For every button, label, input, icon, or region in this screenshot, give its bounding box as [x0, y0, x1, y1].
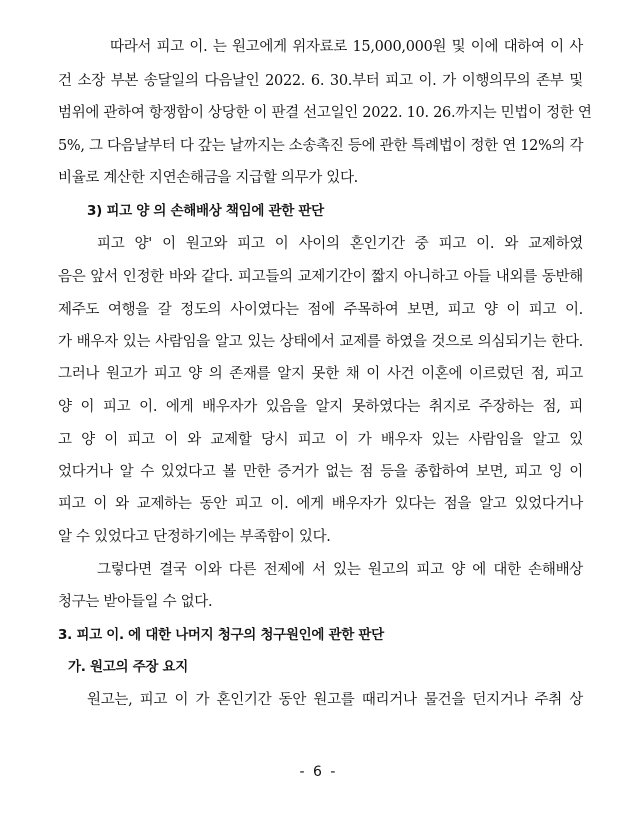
text-line: 5%, 그 다음날부터 다 갚는 날까지는 소송촉진 등에 관한 특례법이 정한 연 12%의 각 — [58, 138, 584, 154]
page-number: - 6 - — [299, 764, 338, 780]
text-line: 비율로 계산한 지연손해금을 지급할 의무가 있다. — [58, 170, 358, 186]
text-line: 그렇다면 결국 이와 다른 전제에 서 있는 원고의 피고 양 에 대한 손해배상 — [97, 562, 583, 578]
text-line: 양 이 피고 이. 에게 배우자가 있음을 알지 못하였다는 취지로 주장하는 점, 피 — [58, 399, 583, 415]
text-line: 따라서 피고 이. 는 원고에게 위자료로 15,000,000원 및 이에 대하여 이 사 — [110, 39, 583, 55]
text-line: 범위에 관하여 항쟁함이 상당한 이 판결 선고일인 2022. 10. 26.까지는 민법이 정한 연 — [58, 105, 592, 121]
text-line: 음은 앞서 인정한 바와 같다. 피고들의 교제기간이 짧지 아니하고 아들 내외를 동반해 — [58, 269, 583, 285]
section-heading: 3) 피고 양 의 손해배상 책임에 관한 판단 — [87, 203, 324, 219]
section-heading: 3. 피고 이. 에 대한 나머지 청구의 청구원인에 관한 판단 — [58, 627, 384, 643]
text-line: 고 양 이 피고 이 와 교제할 당시 피고 이 가 배우자 있는 사람임을 알고 있 — [58, 432, 583, 448]
text-line: 가 배우자 있는 사람임을 알고 있는 상태에서 교제를 하였을 것으로 의심되기는 한다. — [58, 334, 583, 350]
text-line: 건 소장 부본 송달일의 다음날인 2022. 6. 30.부터 피고 이. 가 이행의무의 존부 및 — [58, 73, 583, 89]
text-line: 었다거나 알 수 있었다고 볼 만한 증거가 없는 점 등을 종합하여 보면, 피고 잉 이 — [58, 464, 583, 480]
text-line: 피고 이 와 교제하는 동안 피고 이. 에게 배우자가 있다는 점을 알고 있었다거나 — [58, 496, 583, 512]
subsection-heading: 가. 원고의 주장 요지 — [68, 659, 188, 675]
text-line: 제주도 여행을 갈 정도의 사이였다는 점에 주목하여 보면, 피고 양 이 피고 이. — [58, 302, 583, 318]
text-line: 피고 양' 이 원고와 피고 이 사이의 혼인기간 중 피고 이. 와 교제하였 — [97, 236, 583, 252]
text-line: 알 수 있었다고 단정하기에는 부족함이 있다. — [58, 529, 331, 545]
text-line: 청구는 받아들일 수 없다. — [58, 594, 213, 610]
text-line: 원고는, 피고 이 가 혼인기간 동안 원고를 때리거나 물건을 던지거나 주취 상 — [87, 692, 583, 708]
text-line: 그러나 원고가 피고 양 의 존재를 알지 못한 채 이 사건 이혼에 이르렀던 점, 피고 — [58, 366, 583, 382]
